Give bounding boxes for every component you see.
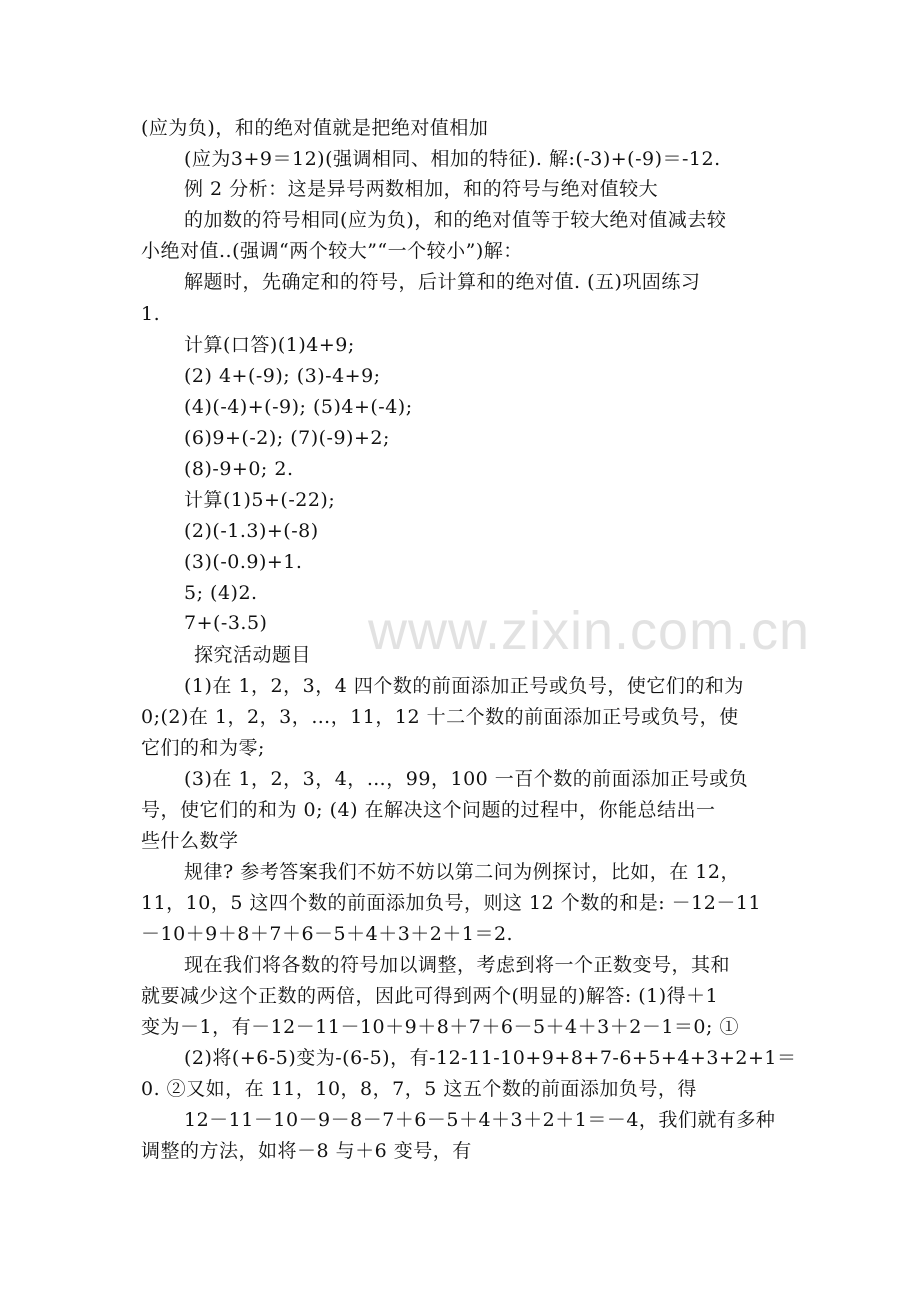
text-line: 些什么数学 — [141, 830, 239, 852]
text-line: 规律? 参考答案我们不妨不妨以第二问为例探讨，比如，在 12， — [184, 861, 740, 883]
text-line: 解题时，先确定和的符号，后计算和的绝对值. (五)巩固练习 — [184, 271, 701, 293]
text-line: (1)在 1，2，3，4 四个数的前面添加正号或负号，使它们的和为 — [184, 675, 744, 697]
text-line: 调整的方法，如将－8 与＋6 变号，有 — [141, 1140, 472, 1162]
watermark: www.zixin.com.cn — [368, 601, 811, 661]
text-line: (8)-9+0; 2. — [184, 458, 294, 480]
text-line: (2) 4+(-9); (3)-4+9; — [184, 365, 381, 387]
section-heading: 探究活动题目 — [194, 644, 312, 666]
text-line: (4)(-4)+(-9); (5)4+(-4); — [184, 396, 413, 418]
text-line: (应为负)，和的绝对值就是把绝对值相加 — [141, 117, 489, 139]
text-line: 0. ②又如，在 11，10，8，7，5 这五个数的前面添加负号，得 — [141, 1078, 697, 1100]
text-line: 1. — [141, 303, 161, 325]
text-line: (2)(-1.3)+(-8) — [184, 520, 319, 542]
text-line: 0;(2)在 1，2，3，…，11，12 十二个数的前面添加正号或负号，使 — [141, 706, 739, 728]
text-line: 计算(1)5+(-22); — [184, 489, 336, 511]
text-line: (2)将(+6-5)变为-(6-5)，有-12-11-10+9+8+7-6+5+4+3+2+1＝ — [184, 1047, 797, 1069]
text-line: (应为3+9＝12)(强调相同、相加的特征). 解:(-3)+(-9)＝-12. — [184, 148, 721, 170]
text-line: －10＋9＋8＋7＋6－5＋4＋3＋2＋1＝2. — [141, 923, 514, 945]
text-line: 例 2 分析：这是异号两数相加，和的符号与绝对值较大 — [184, 178, 659, 200]
text-line: (3)(-0.9)+1. — [184, 551, 303, 573]
text-line: 小绝对值..(强调“两个较大”“一个较小”)解： — [141, 240, 523, 262]
text-line: 现在我们将各数的符号加以调整，考虑到将一个正数变号，其和 — [184, 954, 731, 976]
text-line: (3)在 1，2，3，4，…，99，100 一百个数的前面添加正号或负 — [184, 768, 749, 790]
text-line: 就要减少这个正数的两倍，因此可得到两个(明显的)解答: (1)得＋1 — [141, 985, 719, 1007]
text-line: 它们的和为零; — [141, 737, 265, 759]
text-line: 的加数的符号相同(应为负)，和的绝对值等于较大绝对值减去较 — [184, 209, 727, 231]
text-line: 12－11－10－9－8－7＋6－5＋4＋3＋2＋1＝－4，我们就有多种 — [184, 1109, 776, 1131]
text-line: 变为－1，有－12－11－10＋9＋8＋7＋6－5＋4＋3＋2－1＝0; ① — [141, 1016, 739, 1038]
text-line: 7+(-3.5) — [184, 612, 268, 634]
text-line: 11，10，5 这四个数的前面添加负号，则这 12 个数的和是: －12－11 — [141, 892, 762, 914]
text-line: (6)9+(-2); (7)(-9)+2; — [184, 427, 390, 449]
text-line: 计算(口答)(1)4+9; — [184, 334, 355, 356]
text-line: 号，使它们的和为 0; (4) 在解决这个问题的过程中，你能总结出一 — [141, 799, 716, 821]
text-line: 5; (4)2. — [184, 582, 258, 604]
